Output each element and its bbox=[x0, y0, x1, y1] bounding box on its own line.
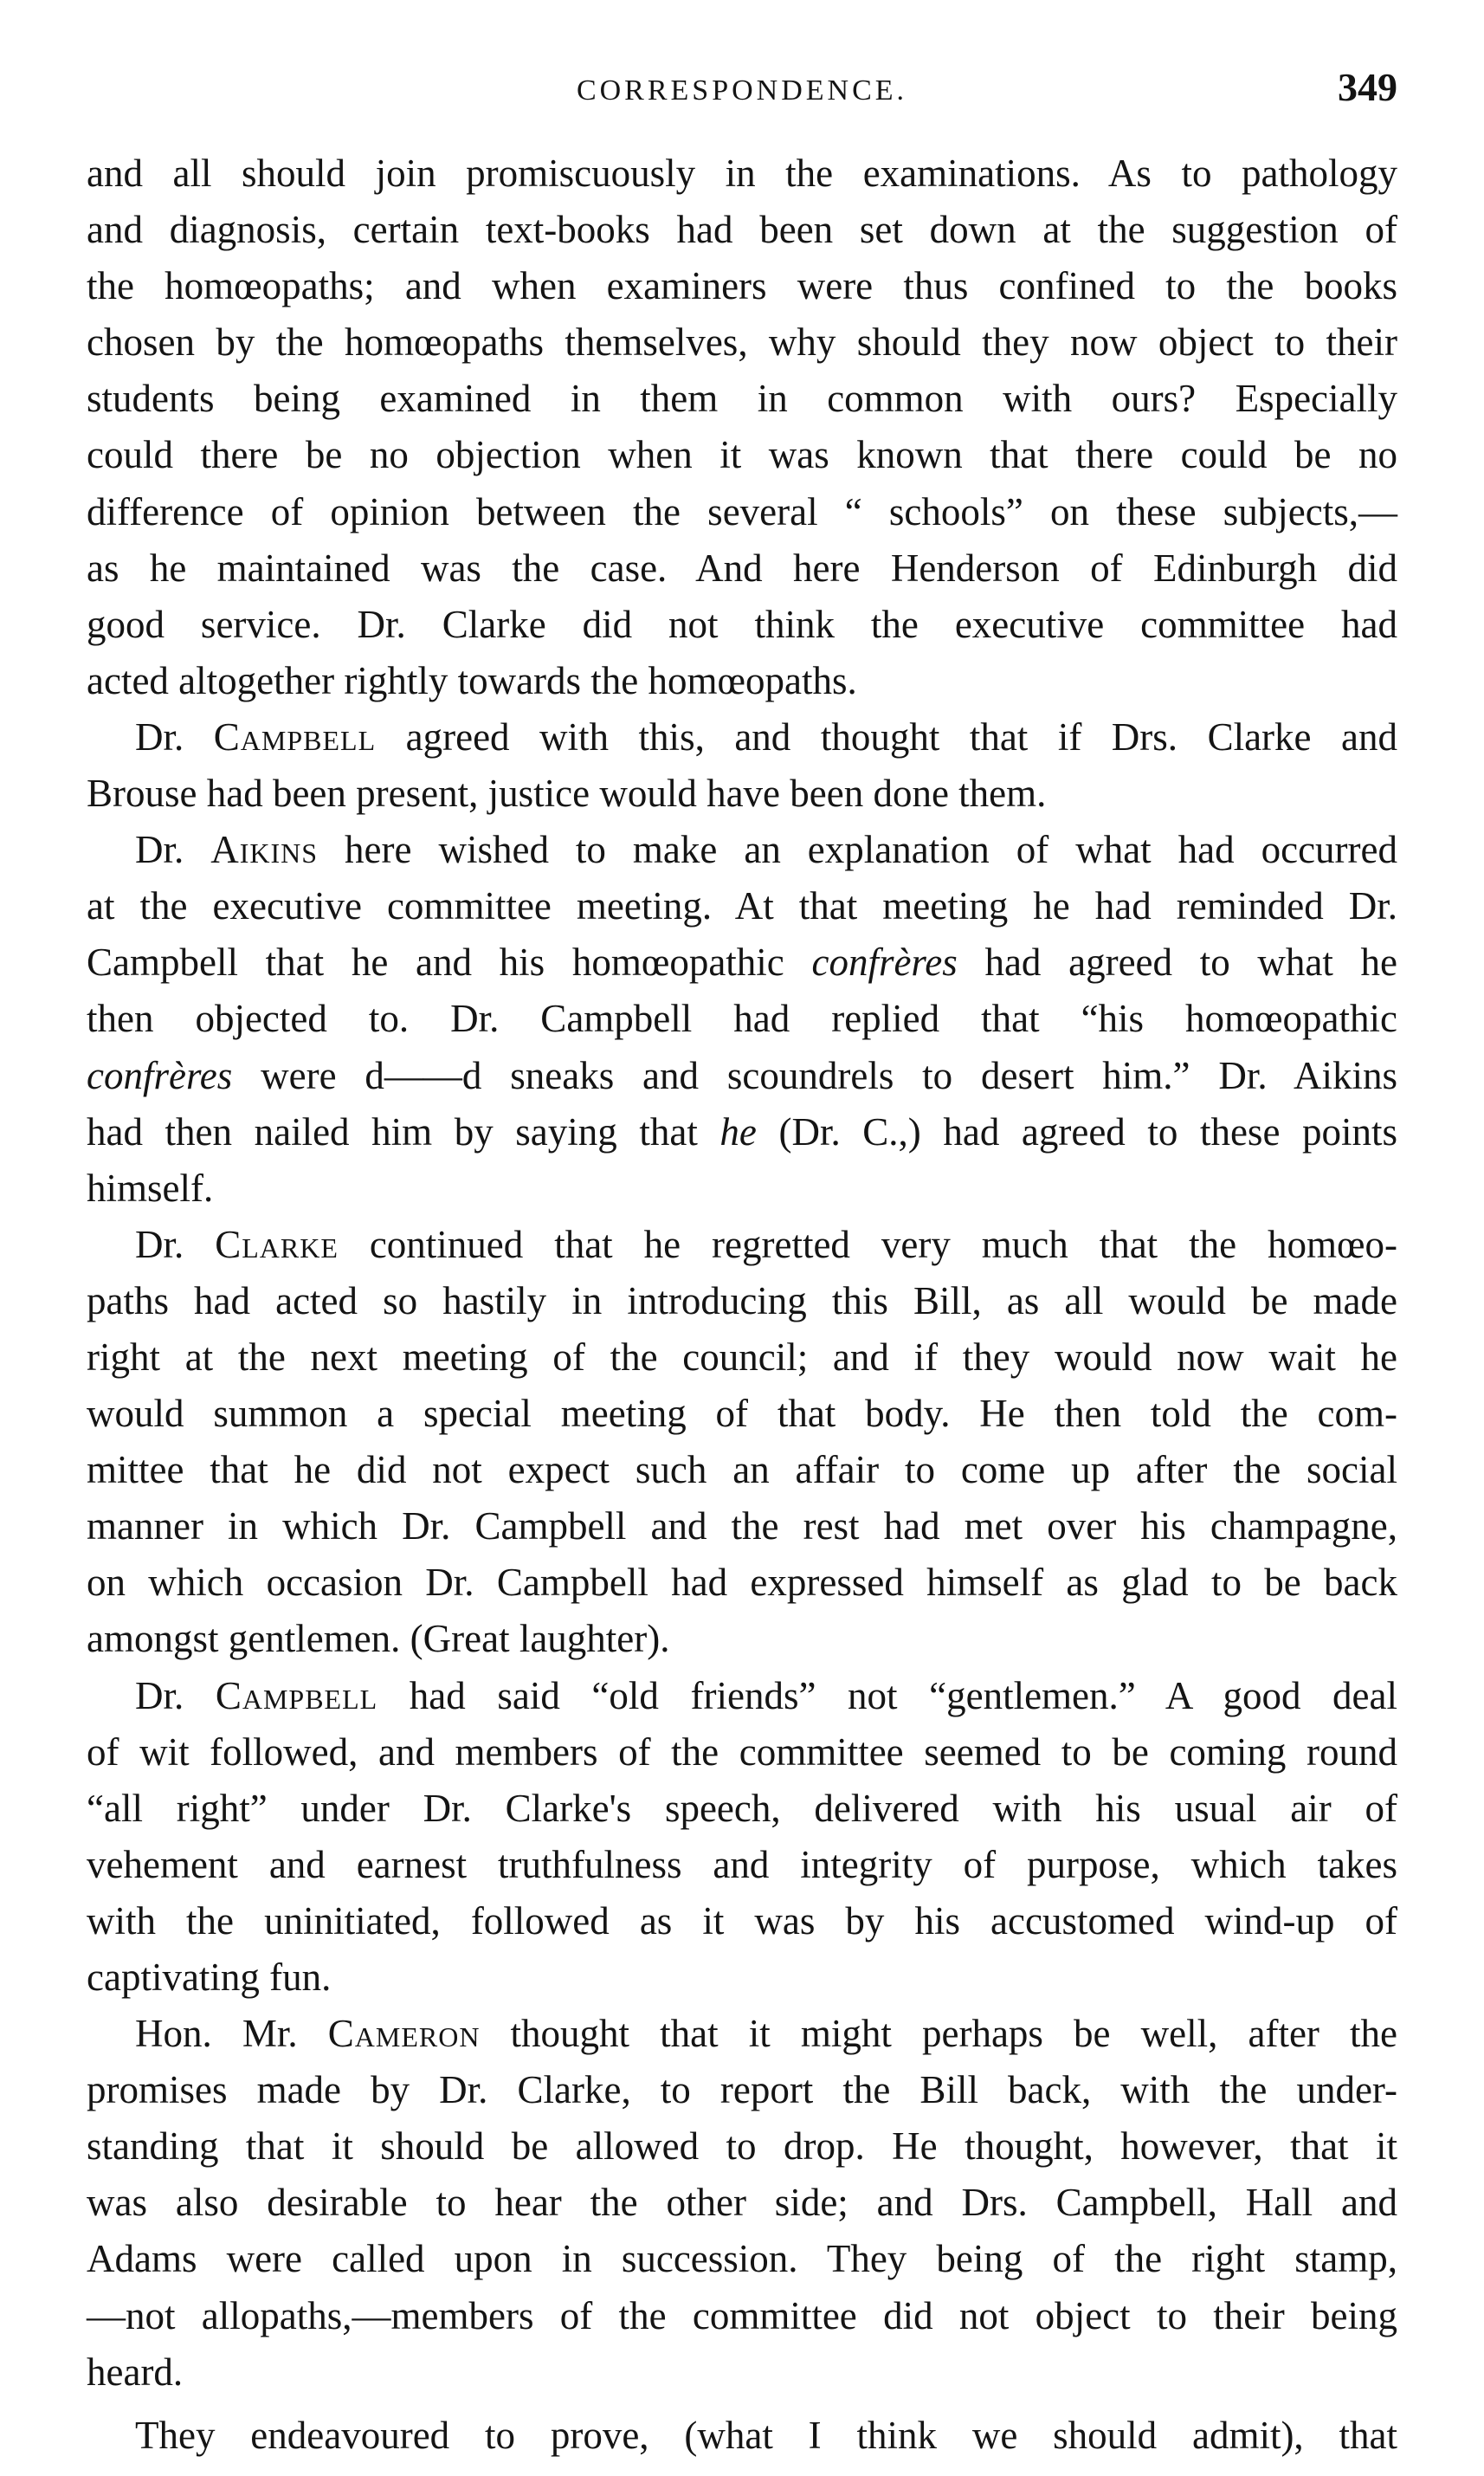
text-line: and all should join promiscuously in the examinations. As to pathology bbox=[87, 152, 1397, 195]
text-line: captivating fun. bbox=[87, 1956, 332, 1999]
speaker-name: Aikins bbox=[210, 828, 319, 872]
text-line: Brouse had been present, justice would have been done them. bbox=[87, 772, 1047, 816]
paragraph-they-endeavoured: They endeavoured to prove, (what I think we should admit), that bbox=[135, 2413, 1397, 2457]
body-text bbox=[87, 145, 1397, 2464]
text-line: on which occasion Dr. Campbell had expressed himself as glad to be back bbox=[87, 1561, 1397, 1605]
text-line: with the uninitiated, followed as it was by his accustomed wind-up of bbox=[87, 1898, 1397, 1943]
text-line: Adams were called upon in succession. They being of the right stamp, bbox=[87, 2237, 1397, 2281]
text-run: Campbell that he and his homœopathic bbox=[87, 941, 812, 985]
paragraph-campbell-friends bbox=[87, 1668, 1397, 1724]
text-run: Dr. bbox=[135, 1222, 216, 1266]
text-run: (Dr. C.,) had agreed to these points bbox=[756, 1109, 1398, 1154]
text-line: —not allopaths,—members of the committee did not object to their being bbox=[87, 2293, 1397, 2337]
text-run: Dr. bbox=[135, 828, 211, 872]
text-line: standing that it should be allowed to drop. He thought, however, that it bbox=[87, 2124, 1397, 2169]
text-line: acted altogether rightly towards the homœopaths. bbox=[87, 658, 857, 702]
paragraph-clarke bbox=[87, 1217, 1397, 1273]
text-run: had then nailed him by saying that bbox=[87, 1109, 720, 1154]
text-run: had agreed to what he bbox=[957, 941, 1398, 985]
text-line: heard. bbox=[87, 2350, 184, 2394]
text-run: Dr. bbox=[135, 1673, 216, 1717]
italic-term: he bbox=[719, 1109, 757, 1154]
speaker-name: Campbell bbox=[215, 1673, 378, 1717]
text-line: amongst gentlemen. (Great laughter). bbox=[87, 1617, 670, 1661]
text-run: were d——d sneaks and scoundrels to desert him.” Dr. Aikins bbox=[232, 1053, 1397, 1097]
text-line: chosen by the homœopaths themselves, why should they now object to their bbox=[87, 320, 1397, 365]
text-line: as he maintained was the case. And here Henderson of Edinburgh did bbox=[87, 546, 1397, 590]
text-line: good service. Dr. Clarke did not think the executive committee had bbox=[87, 602, 1397, 646]
text-line: difference of opinion between the several “ schools” on these subjects,— bbox=[87, 489, 1397, 533]
text-line: at the executive committee meeting. At that meeting he had reminded Dr. bbox=[87, 884, 1397, 928]
italic-term: confrères bbox=[811, 941, 958, 985]
text-line: the homœopaths; and when examiners were thus confined to the books bbox=[87, 264, 1397, 308]
running-head: CORRESPONDENCE. bbox=[576, 74, 908, 107]
text-line: promises made by Dr. Clarke, to report the Bill back, with the under- bbox=[87, 2068, 1397, 2112]
text-line: then objected to. Dr. Campbell had replied that “his homœopathic bbox=[87, 997, 1397, 1041]
text-run: thought that it might perhaps be well, after the bbox=[480, 2012, 1397, 2056]
text-line: “all right” under Dr. Clarke's speech, delivered with his usual air of bbox=[87, 1786, 1397, 1830]
italic-term: confrères bbox=[87, 1053, 233, 1097]
page-number: 349 bbox=[1338, 65, 1397, 109]
text-line: would summon a special meeting of that body. He then told the com- bbox=[87, 1392, 1397, 1436]
page-header bbox=[87, 64, 1397, 116]
text-line: mittee that he did not expect such an affair to come up after the social bbox=[87, 1448, 1397, 1492]
text-line: could there be no objection when it was known that there could be no bbox=[87, 433, 1397, 477]
paragraph-aikins bbox=[87, 822, 1397, 878]
text-run: continued that he regretted very much that the homœo- bbox=[338, 1222, 1398, 1266]
text-run: agreed with this, and thought that if Drs. Clarke and bbox=[376, 714, 1397, 759]
text-line bbox=[87, 1048, 1397, 1104]
text-line bbox=[87, 1104, 1397, 1160]
speaker-name: Cameron bbox=[327, 2012, 481, 2056]
text-line: right at the next meeting of the council; and if they would now wait he bbox=[87, 1335, 1397, 1379]
text-line: and diagnosis, certain text-books had been set down at the suggestion of bbox=[87, 208, 1397, 252]
text-run: here wished to make an explanation of what had occurred bbox=[318, 828, 1397, 872]
text-line: paths had acted so hastily in introducing this Bill, as all would be made bbox=[87, 1278, 1397, 1322]
text-run: Dr. bbox=[135, 714, 214, 759]
text-run: had said “old friends” not “gentlemen.” A good deal bbox=[377, 1673, 1397, 1717]
text-line bbox=[87, 934, 1397, 991]
speaker-name: Campbell bbox=[213, 714, 377, 759]
text-line: himself. bbox=[87, 1166, 214, 1210]
paragraph-cameron bbox=[87, 2006, 1397, 2062]
speaker-name: Clarke bbox=[215, 1222, 339, 1266]
text-line: of wit followed, and members of the committee seemed to be coming round bbox=[87, 1729, 1397, 1774]
text-line: manner in which Dr. Campbell and the rest had met over his champagne, bbox=[87, 1504, 1397, 1548]
text-line: students being examined in them in common with ours? Especially bbox=[87, 377, 1397, 421]
text-line: vehement and earnest truthfulness and integrity of purpose, which takes bbox=[87, 1842, 1397, 1886]
paragraph-campbell-agreed bbox=[87, 709, 1397, 766]
text-run: Hon. Mr. bbox=[135, 2012, 328, 2056]
text-line: was also desirable to hear the other side; and Drs. Campbell, Hall and bbox=[87, 2181, 1397, 2225]
